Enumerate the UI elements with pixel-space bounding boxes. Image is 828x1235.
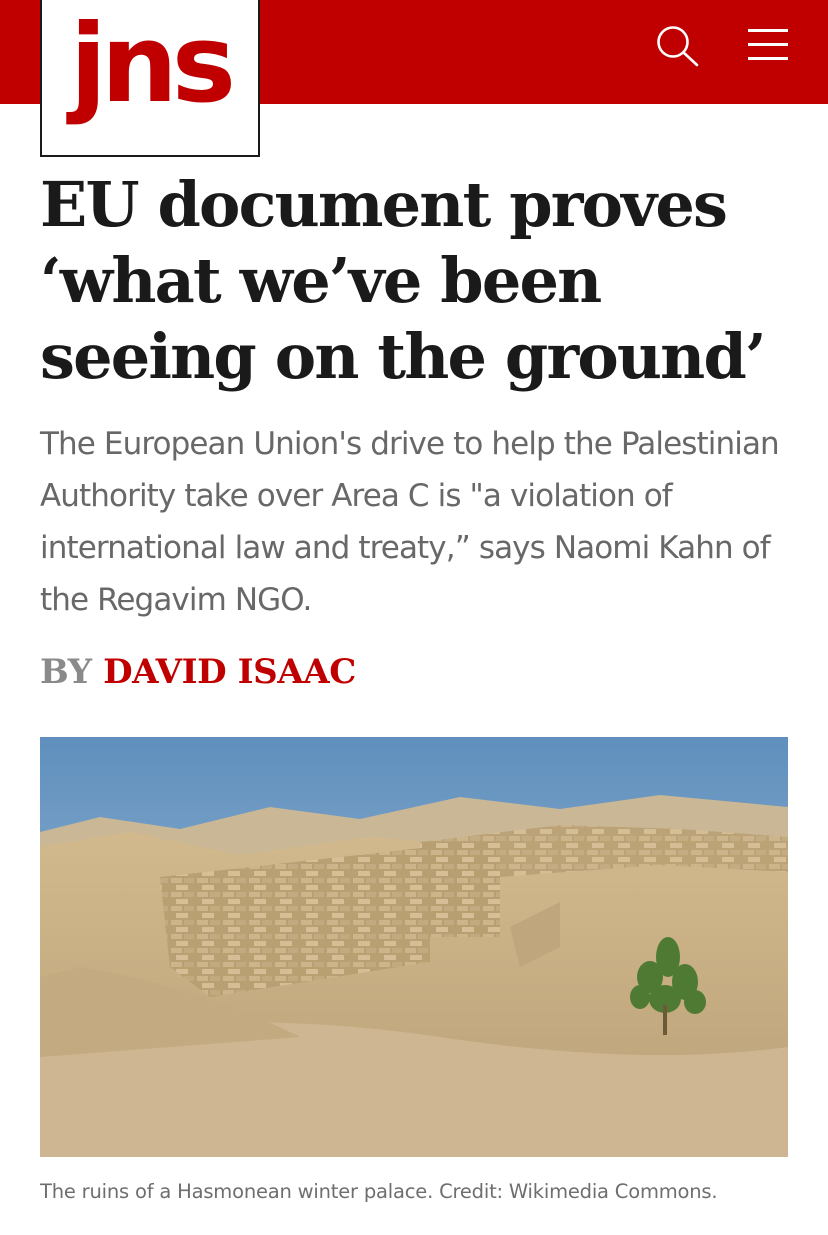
author-link[interactable]: DAVID ISAAC	[103, 652, 356, 692]
menu-button[interactable]	[746, 27, 790, 63]
article-dek: The European Union's drive to help the Palestinian Authority take over Area C is "a violation of international law and treaty,” says Naomi Kahn of the Regavim NGO.	[40, 426, 779, 618]
byline-prefix: BY	[40, 652, 92, 692]
hamburger-menu-icon-line	[748, 43, 788, 46]
hamburger-menu-icon-line	[748, 57, 788, 60]
article-headline: EU document proves ‘what we’ve been seeing on the ground’	[40, 168, 765, 393]
logo-text: jns	[69, 1, 231, 127]
search-button[interactable]	[655, 24, 701, 68]
article-photo	[40, 737, 788, 1157]
image-caption: The ruins of a Hasmonean winter palace. Credit: Wikimedia Commons.	[40, 1180, 718, 1203]
hamburger-menu-icon	[748, 29, 788, 32]
search-icon	[655, 24, 701, 68]
byline	[40, 648, 356, 696]
site-logo[interactable]	[40, 0, 260, 157]
